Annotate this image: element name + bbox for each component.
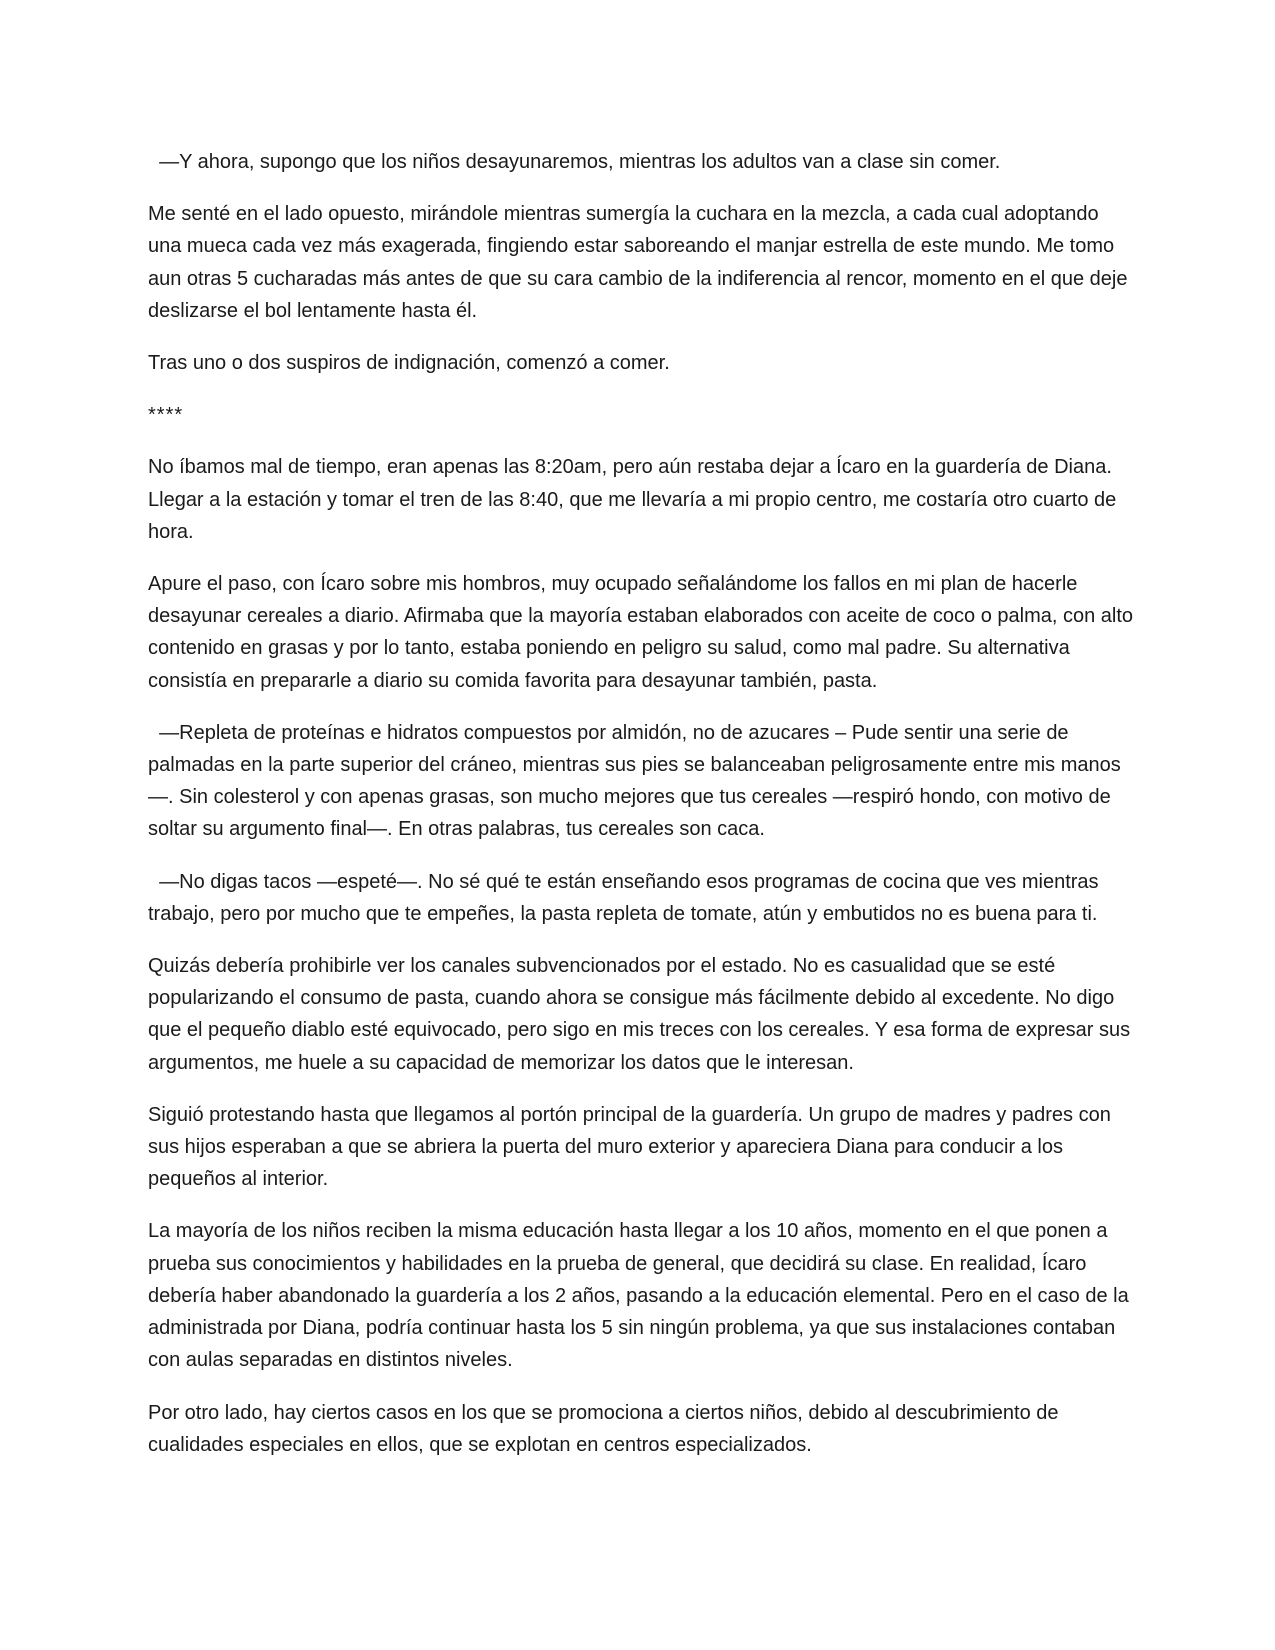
dialogue-paragraph: —Y ahora, supongo que los niños desayunaremos, mientras los adultos van a clase sin comer. xyxy=(148,151,1001,173)
document-body xyxy=(148,146,1139,1481)
body-paragraph: No íbamos mal de tiempo, eran apenas las 8:20am, pero aún restaba dejar a Ícaro en la guardería de Diana. Llegar a la estación y tomar el tren de las 8:40, que me llevaría a mi propio centro, me costaría otro cuarto de hora. xyxy=(148,456,1122,543)
body-paragraph: Quizás debería prohibirle ver los canales subvencionados por el estado. No es casualidad que se esté popularizando el consumo de pasta, cuando ahora se consigue más fácilmente debido al excedente. No digo que el pequeño diablo esté equivocado, pero sigo en mis treces con los cereales. Y esa forma de expresar sus argumentos, me huele a su capacidad de memorizar los datos que le interesan. xyxy=(148,955,1136,1074)
dialogue-paragraph: —No digas tacos —espeté—. No sé qué te están enseñando esos programas de cocina que ves mientras trabajo, pero por mucho que te empeñes, la pasta repleta de tomate, atún y embutidos no es buena para ti. xyxy=(148,870,1105,925)
body-paragraph: La mayoría de los niños reciben la misma educación hasta llegar a los 10 años, momento en el que ponen a prueba sus conocimientos y habilidades en la prueba de general, que decidirá su clase. En realidad, Ícaro debería haber abandonado la guardería a los 2 años, pasando a la educación elemental. Pero en el caso de la administrada por Diana, podría continuar hasta los 5 sin ningún problema, ya que sus instalaciones contaban con aulas separadas en distintos niveles. xyxy=(148,1220,1135,1372)
body-paragraph: Me senté en el lado opuesto, mirándole mientras sumergía la cuchara en la mezcla, a cada cual adoptando una mueca cada vez más exagerada, fingiendo estar saboreando el manjar estrella de este mundo. Me tomo aun otras 5 cucharadas más antes de que su cara cambio de la indiferencia al rencor, momento en el que deje deslizarse el bol lentamente hasta él. xyxy=(148,203,1134,322)
dialogue-paragraph: —Repleta de proteínas e hidratos compuestos por almidón, no de azucares – Pude sentir una serie de palmadas en la parte superior del cráneo, mientras sus pies se balanceaban peligrosamente entre mis manos—. Sin colesterol y con apenas grasas, son mucho mejores que tus cereales —respiró hondo, con motivo de soltar su argumento final—. En otras palabras, tus cereales son caca. xyxy=(148,721,1121,841)
scene-separator: **** xyxy=(148,404,184,427)
body-paragraph: Siguió protestando hasta que llegamos al portón principal de la guardería. Un grupo de madres y padres con sus hijos esperaban a que se abriera la puerta del muro exterior y apareciera Diana para conducir a los pequeños al interior. xyxy=(148,1103,1117,1191)
body-paragraph: Tras uno o dos suspiros de indignación, comenzó a comer. xyxy=(148,352,670,375)
body-paragraph: Apure el paso, con Ícaro sobre mis hombros, muy ocupado señalándome los fallos en mi plan de hacerle desayunar cereales a diario. Afirmaba que la mayoría estaban elaborados con aceite de coco o palma, con alto contenido en grasas y por lo tanto, estaba poniendo en peligro su salud, como mal padre. Su alternativa consistía en prepararle a diario su comida favorita para desayunar también, pasta. xyxy=(148,573,1139,692)
body-paragraph: Por otro lado, hay ciertos casos en los que se promociona a ciertos niños, debido al descubrimiento de cualidades especiales en ellos, que se explotan en centros especializados. xyxy=(148,1401,1065,1456)
